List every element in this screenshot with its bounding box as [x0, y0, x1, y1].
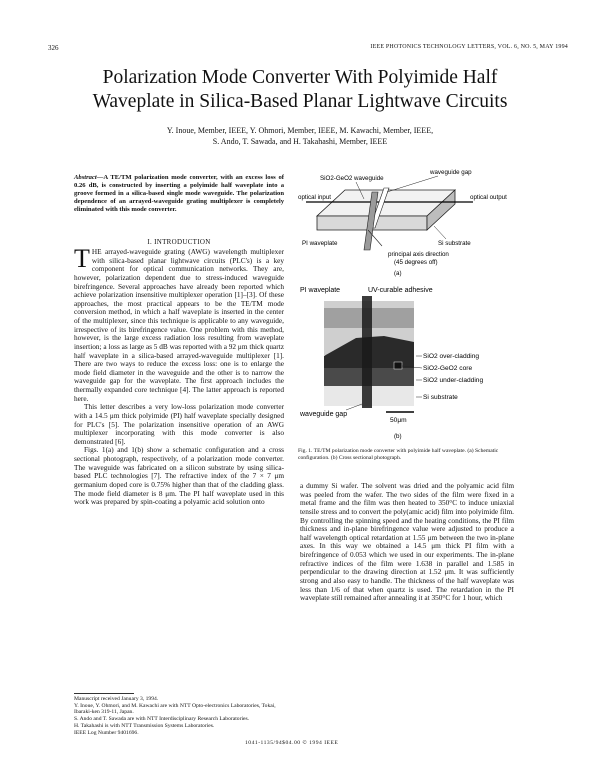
footnote-divider	[74, 693, 134, 694]
label-b-waveplate: PI waveplate	[300, 287, 341, 294]
label-b-substrate: Si substrate	[423, 394, 458, 401]
figure-panel-b	[299, 287, 483, 440]
panel-tag-b: (b)	[394, 433, 402, 440]
label-b-core: SiO2-GeO2 core	[423, 365, 473, 372]
label-core: SiO2-GeO2 waveguide	[320, 175, 384, 182]
page-number: 326	[48, 44, 59, 52]
label-gap: waveguide gap	[430, 169, 472, 176]
copyright-footer: 1041-1135/94$04.00 © 1994 IEEE	[245, 740, 339, 746]
abstract	[74, 174, 284, 214]
figure-panel-a	[298, 169, 507, 277]
paragraph	[74, 244, 284, 403]
footnote: S. Ando and T. Sawada are with NTT Interdisciplinary Research Laboratories.	[74, 716, 250, 723]
footnote: Y. Inoue, Y. Ohmori, and M. Kawachi are with NTT Opto-electronics Laboratories, Tokai, Ibaraki-ken 319-11, Japan.	[74, 702, 276, 716]
footnote: Manuscript received January 3, 1994.	[74, 696, 159, 702]
drop-cap: T	[74, 244, 90, 273]
panel-tag-a: (a)	[394, 270, 402, 277]
figure-1	[298, 168, 520, 468]
label-substrate: Si substrate	[438, 240, 471, 247]
body-column-left	[74, 244, 284, 507]
paragraph: Figs. 1(a) and 1(b) show a schematic configuration and a cross sectional photograph, respectively, of a polarization mode converter. The waveguide was fabricated on a silicon substrate by using silica-based PLC technologies [7]. The refractive index of the 7 × 7 μm germanium doped core is 0.75% higher than that of the cladding glass. The mode field diameter is 8 μm. The PI half waveplate used in this work was prepared by spin-coating a polyamic acid solution onto	[74, 445, 284, 507]
footnote: IEEE Log Number 9401696.	[74, 729, 139, 736]
label-b-adhesive: UV-curable adhesive	[368, 287, 433, 294]
label-output: optical output	[470, 194, 507, 201]
photo-core	[394, 362, 402, 369]
section-heading: I. INTRODUCTION	[147, 238, 211, 246]
title-line: Waveplate in Silica-Based Planar Lightwave Circuits	[92, 91, 508, 112]
paragraph-text: HE arrayed-waveguide grating (AWG) wavelength multiplexer with silica-based planar lightwave circuits (PLC's) is a key component for optical communication networks. They are, however, polarization dependent due to stress-induced waveguide birefringence. Several approaches have already been reported which achieve polarization insensitive multiplexer operation [1]–[3]. Of these approaches, the most practical appears to be the TE/TM mode conversion method, in which a half waveplate is inserted in the center of the multiplexer, since this technique is applicable to any waveguide, irrespective of its birefringence value. One problem with this method, however, is the large excess radiation loss resulting from waveplate insertion; a loss as large as 5 dB was reported with a 92 μm thick quartz half waveplate in a silica-based arrayed-waveguide multiplexer [1]. There are two ways to reduce the excess loss: one is to enlarge the mode field diameter in the waveguide and the other is to narrow the waveguide gap for the waveplate. The first approach includes the thermally expanded core technique [4]. The latter approach is reported here.	[74, 247, 284, 403]
figure-caption: Fig. 1. TE/TM polarization mode converter with polyimide half waveplate. (a) Schematic configuration. (b) Cross sectional photograph.	[298, 448, 499, 461]
paragraph: a dummy Si wafer. The solvent was dried and the polyamic acid film was peeled from the wafer. The two sides of the film were fixed in a metal frame and the film was then heated to 350°C to induce uniaxial tensile stress and to convert the poly(amic acid) film into polyimide film. By controlling the spinning speed and the heating conditions, the PI film thickness and in-plane birefringence value were adjusted to produce a half wavelength optical retardation at 1.55 μm between the two in-plane axes. In this way we obtained a 14.5 μm thick PI film with a birefringence of 0.053 which we used in our experiments. The in-plane refractive indices of the film were 1.638 in parallel and 1.585 in perpendicular to the drawing direction at 1.52 μm. It was sufficiently strong and also easy to handle. The thickness of the half waveplate was less than 1/6 of that when quartz is used. The retardation in the PI waveplate still remained after annealing it at 350°C for 1 hour, which	[300, 481, 514, 603]
label-axis-sub: (45 degrees off)	[394, 259, 438, 266]
running-head: IEEE PHOTONICS TECHNOLOGY LETTERS, VOL. 6, NO. 5, MAY 1994	[370, 44, 568, 50]
paragraph: This letter describes a very low-loss polarization mode converter with a 14.5 μm thick polyimide (PI) half waveplate specially designed for PLC's [5]. The polarization insensitive operation of an AWG multiplexer incorporating with this mode converter is also demonstrated [6].	[74, 402, 284, 446]
author-line: Y. Inoue, Member, IEEE, Y. Ohmori, Member, IEEE, M. Kawachi, Member, IEEE,	[166, 126, 434, 135]
label-input: optical input	[298, 194, 332, 201]
abstract-text: A TE/TM polarization mode converter, with an excess loss of 0.26 dB, is constructed by inserting a polyimide half waveplate into a groove formed in a silica-based single mode waveguide. The polarization dependence of an arrayed-waveguide grating multiplexer is completely eliminated with this mode converter.	[74, 174, 284, 213]
label-waveplate: PI waveplate	[302, 240, 338, 247]
footnotes	[74, 696, 286, 736]
leader-line	[434, 226, 446, 239]
footnote: H. Takahashi is with NTT Transmission Systems Laboratories.	[74, 722, 215, 729]
abstract-label: Abstract—	[74, 174, 104, 181]
label-axis: principal axis direction	[388, 251, 449, 258]
body-column-right	[300, 482, 514, 603]
author-list	[60, 125, 540, 147]
scale-label: 50μm	[390, 417, 407, 424]
label-b-over: SiO2 over-cladding	[423, 353, 480, 360]
label-b-gap: waveguide gap	[300, 411, 348, 418]
author-line: S. Ando, T. Sawada, and H. Takahashi, Member, IEEE	[212, 137, 388, 146]
label-b-under: SiO2 under-cladding	[423, 377, 484, 384]
paper-title	[60, 66, 540, 114]
photo-waveplate-slab	[362, 296, 372, 408]
title-line: Polarization Mode Converter With Polyimide Half	[102, 67, 498, 88]
